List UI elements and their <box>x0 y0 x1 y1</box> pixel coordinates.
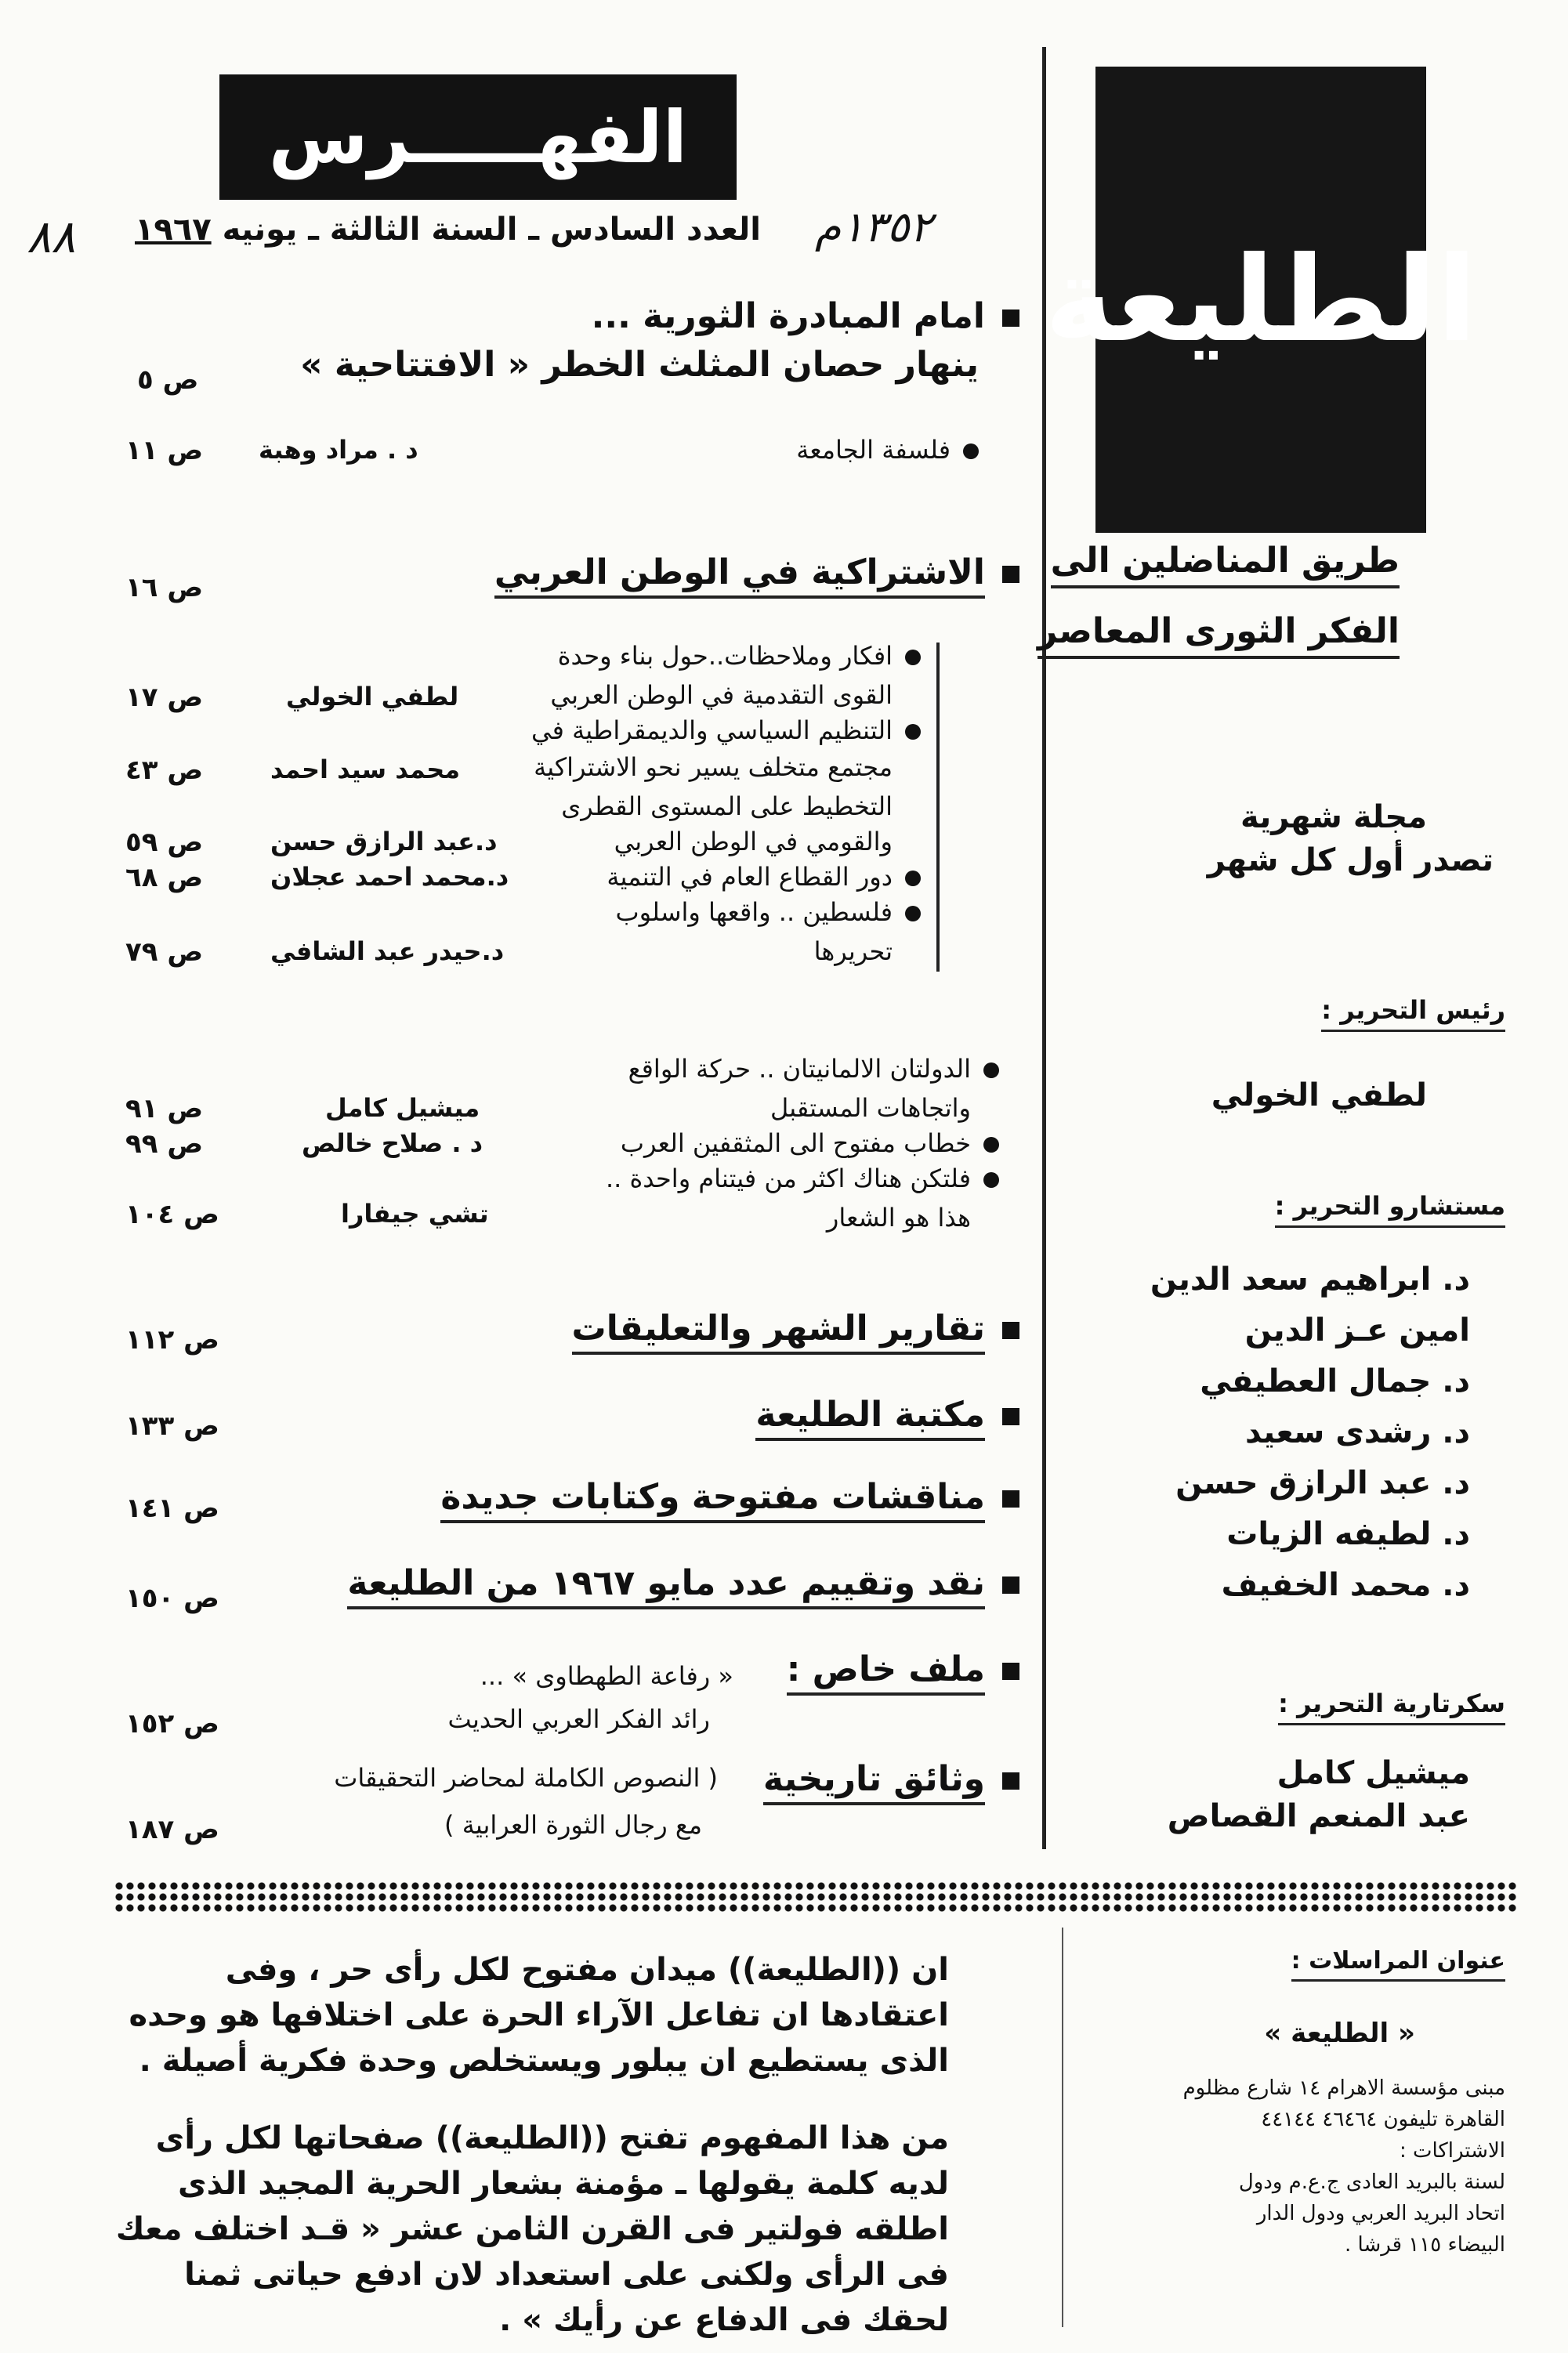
toc-item: دور القطاع العام في التنمية <box>607 862 921 892</box>
issue-text: العدد السادس ـ السنة الثالثة ـ يونيه <box>211 212 761 248</box>
toc-item-philosophy-author: د . مراد وهبة <box>259 435 418 465</box>
masthead-box <box>1045 67 1477 533</box>
round-bullet-icon <box>905 906 921 921</box>
toc-item-page: ص ٥٩ <box>125 827 204 858</box>
address-block <box>1098 2072 1505 2261</box>
toc-item-line2: تحريرها <box>813 936 893 966</box>
advisor-name: د. ابراهيم سعد الدين <box>1150 1262 1470 1298</box>
toc-item: فلسطين .. واقعها واسلوب <box>615 897 921 927</box>
editor-name: لطفي الخولي <box>1211 1077 1427 1113</box>
masthead-title: الطليعة <box>1045 231 1477 368</box>
dotted-separator <box>114 1881 1516 1913</box>
toc-item: خطاب مفتوح الى المثقفين العرب <box>621 1128 999 1158</box>
round-bullet-icon <box>905 871 921 886</box>
toc-item: الدولتان الالمانيتان .. حركة الواقع <box>628 1054 999 1084</box>
square-bullet-icon <box>1002 566 1019 583</box>
advisors-label: مستشارو التحرير : <box>1275 1191 1505 1221</box>
toc-item-author: د.محمد احمد عجلان <box>270 862 509 892</box>
toc-section-2-page: ص ١٦ <box>125 572 204 603</box>
secretary-name: ميشيل كامل <box>1276 1755 1470 1791</box>
toc-item-page: ص ٤٣ <box>125 755 204 786</box>
toc-item-line2: مجتمع متخلف يسير نحو الاشتراكية <box>534 752 893 782</box>
toc-section-7-line1: « رفاعة الطهطاوى » ... <box>480 1661 733 1691</box>
round-bullet-icon <box>983 1137 999 1153</box>
toc-item-line2: واتجاهات المستقبل <box>770 1093 971 1123</box>
toc-item-page: ص ٩١ <box>125 1093 204 1124</box>
index-title-box <box>219 74 737 200</box>
toc-section-5-title: مناقشات مفتوحة وكتابات جديدة <box>440 1477 1019 1517</box>
toc-section-2-title: الاشتراكية في الوطن العربي <box>494 552 1019 592</box>
issue-year: ١٩٦٧ <box>134 212 212 248</box>
tagline-2: الفكر الثورى المعاصر <box>1037 611 1400 651</box>
advisor-name: د. محمد الخفيف <box>1221 1567 1470 1603</box>
address-line: البيضاء ١١٥ قرشا . <box>1345 2233 1505 2257</box>
toc-item-author: لطفي الخولي <box>286 682 459 711</box>
advisor-name: د. لطيفه الزيات <box>1226 1516 1470 1552</box>
toc-section-6-page: ص ١٥٠ <box>125 1583 219 1614</box>
toc-item-page: ص ١٧ <box>125 682 204 713</box>
handwritten-code: ١٣٥٢م <box>815 202 932 252</box>
toc-item-philosophy: فلسفة الجامعة <box>796 435 979 465</box>
round-bullet-icon <box>983 1062 999 1078</box>
address-line: الاشتراكات : <box>1399 2139 1505 2163</box>
square-bullet-icon <box>1002 1577 1019 1594</box>
toc-section-7-title: ملف خاص : <box>787 1649 1019 1689</box>
secretary-name: عبد المنعم القصاص <box>1167 1798 1470 1834</box>
address-line: اتحاد البريد العربي ودول الدار <box>1256 2202 1505 2225</box>
toc-item-line2: القوى التقدمية في الوطن العربي <box>550 680 893 710</box>
square-bullet-icon <box>1002 310 1019 327</box>
editorial-paragraph-1: ان ((الطليعة)) ميدان مفتوح لكل رأى حر ، وفى اعتقادها ان تفاعل الآراء الحرة على اختلافها هو وحده الذى يستطيع ان يبلور ويستخلص وحدة فكرية أصيلة . <box>129 1952 949 2079</box>
advisor-name: امين عـز الدين <box>1244 1312 1470 1348</box>
toc-item-author: د.حيدر عبد الشافي <box>270 936 505 966</box>
toc-section-3-title: تقارير الشهر والتعليقات <box>572 1309 1019 1348</box>
tagline-1: طريق المناضلين الى <box>1051 541 1400 581</box>
round-bullet-icon <box>983 1172 999 1188</box>
toc-section-5-page: ص ١٤١ <box>125 1493 219 1524</box>
handwritten-number: ٨٨ <box>27 210 76 263</box>
toc-item-page: ص ٩٩ <box>125 1128 204 1160</box>
toc-item-author: د.عبد الرازق حسن <box>270 827 498 856</box>
address-line: مبنى مؤسسة الاهرام ١٤ شارع مظلوم <box>1182 2076 1505 2100</box>
index-title: الفهـــــرس <box>268 95 688 179</box>
square-bullet-icon <box>1002 1322 1019 1339</box>
toc-section-7-page: ص ١٥٢ <box>125 1708 219 1739</box>
toc-item: التخطيط على المستوى القطرى <box>561 791 893 821</box>
secretary-label: سكرتارية التحرير : <box>1278 1689 1505 1718</box>
toc-item-line2: هذا هو الشعار <box>826 1203 971 1233</box>
round-bullet-icon <box>905 650 921 665</box>
toc-section-8-title: وثائق تاريخية <box>763 1759 1019 1799</box>
toc-section-8-page: ص ١٨٧ <box>125 1814 219 1845</box>
toc-item-author: د . صلاح خالص <box>302 1128 483 1158</box>
address-line: لسنة بالبريد العادى ج.ع.م ودول <box>1238 2170 1505 2194</box>
round-bullet-icon <box>963 443 979 459</box>
toc-item: التنظيم السياسي والديمقراطية في <box>531 715 921 745</box>
toc-item-author: ميشيل كامل <box>325 1093 480 1123</box>
subsection-bar <box>936 643 940 972</box>
toc-item-author: محمد سيد احمد <box>270 755 461 784</box>
advisor-name: د. عبد الرازق حسن <box>1175 1465 1470 1501</box>
toc-item-page: ص ١٠٤ <box>125 1199 219 1230</box>
monthly-line-2: تصدر أول كل شهر <box>1207 842 1494 878</box>
monthly-line-1: مجلة شهرية <box>1240 799 1427 835</box>
toc-section-4-page: ص ١٣٣ <box>125 1410 219 1442</box>
editorial-paragraph-2: من هذا المفهوم تفتح ((الطليعة)) صفحاتها لكل رأى لديه كلمة يقولها ـ مؤمنة بشعار الحرية المجيد الذى اطلقه فولتير فى القرن الثامن عشر « قـد اختلف معك فى الرأى ولكنى على استعداد لان ادفع حياتى ثمنا لحقك فى الدفاع عن رأيك » . <box>115 2120 949 2338</box>
address-label: عنوان المراسلات : <box>1291 1947 1505 1975</box>
toc-item: افكار وملاحظات..حول بناء وحدة <box>558 641 921 671</box>
toc-section-1-subtitle: ينهار حصان المثلث الخطر « الافتتاحية » <box>300 345 979 385</box>
advisor-name: د. جمال العطيفي <box>1200 1363 1470 1399</box>
square-bullet-icon <box>1002 1408 1019 1425</box>
toc-item-page: ص ٧٩ <box>125 936 204 968</box>
address-line: القاهرة تليفون ٤٦٤٦٤ ٤٤١٤٤ <box>1261 2108 1505 2131</box>
toc-section-8-line2: مع رجال الثورة العرابية ) <box>444 1810 702 1840</box>
square-bullet-icon <box>1002 1490 1019 1508</box>
address-name: « الطليعة » <box>1264 2018 1415 2049</box>
advisor-name: د. رشدى سعيد <box>1244 1414 1470 1450</box>
toc-section-7-line2: رائد الفكر العربي الحديث <box>447 1704 710 1734</box>
toc-section-8-line1: ( النصوص الكاملة لمحاضر التحقيقات <box>334 1763 718 1793</box>
editor-label: رئيس التحرير : <box>1321 995 1505 1025</box>
toc-section-4-title: مكتبة الطليعة <box>755 1395 1019 1435</box>
toc-section-1-page: ص ٥ <box>137 364 199 396</box>
toc-section-1-title: امام المبادرة الثورية ... <box>592 296 1019 336</box>
toc-item-author: تشي جيفارا <box>341 1199 489 1229</box>
toc-section-3-page: ص ١١٢ <box>125 1324 219 1356</box>
toc-item-line2: والقومي في الوطن العربي <box>614 827 893 856</box>
toc-section-6-title: نقد وتقييم عدد مايو ١٩٦٧ من الطليعة <box>347 1563 1019 1603</box>
toc-item-philosophy-page: ص ١١ <box>125 435 204 466</box>
square-bullet-icon <box>1002 1663 1019 1680</box>
issue-line <box>135 212 761 248</box>
toc-item-page: ص ٦٨ <box>125 862 204 893</box>
toc-item: فلتكن هناك اكثر من فيتنام واحدة .. <box>606 1164 999 1193</box>
round-bullet-icon <box>905 724 921 740</box>
bottom-column-divider <box>1062 1928 1063 2327</box>
square-bullet-icon <box>1002 1772 1019 1790</box>
